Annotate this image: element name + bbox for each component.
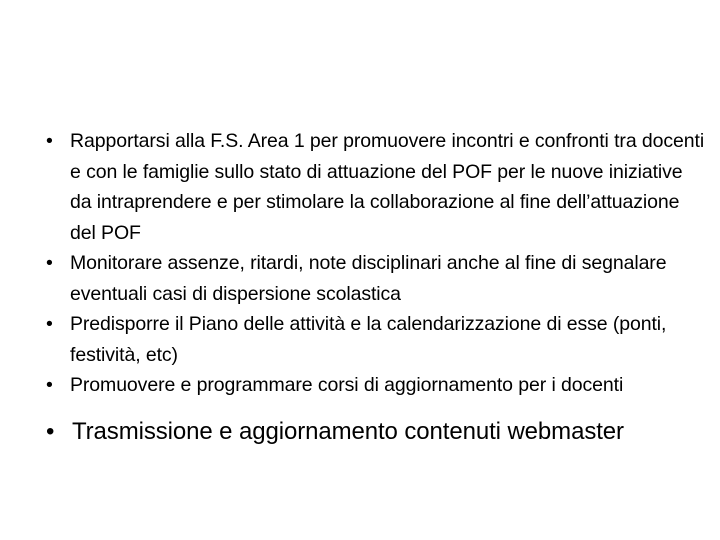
bullet-item-monitorare — [46, 248, 706, 309]
bullet-text: Rapportarsi alla F.S. Area 1 per promuovere incontri e confronti tra docenti e con le famiglie sullo stato di attuazione del POF per le nuove iniziative da intraprendere e per stimolare la collaborazione al fine dell’attuazione del POF — [70, 130, 705, 244]
bullet-item-trasmissione — [46, 413, 706, 451]
bullet-icon: • — [46, 252, 53, 274]
bullet-item-predisporre — [46, 309, 706, 370]
bullet-item-rapportarsi — [46, 126, 706, 248]
bullet-icon: • — [46, 417, 55, 445]
bullet-item-promuovere — [46, 370, 706, 401]
bullet-text: Trasmissione e aggiornamento contenuti webmaster — [72, 417, 624, 445]
bullet-icon: • — [46, 313, 53, 335]
bullet-icon: • — [46, 130, 53, 152]
bullet-icon: • — [46, 374, 53, 396]
bullet-list — [46, 126, 706, 451]
bullet-text: Promuovere e programmare corsi di aggiornamento per i docenti — [70, 374, 624, 396]
bullet-text: Monitorare assenze, ritardi, note disciplinari anche al fine di segnalare eventuali casi di dispersione scolastica — [70, 252, 667, 305]
bullet-text: Predisporre il Piano delle attività e la calendarizzazione di esse (ponti, festività, etc) — [70, 313, 667, 366]
